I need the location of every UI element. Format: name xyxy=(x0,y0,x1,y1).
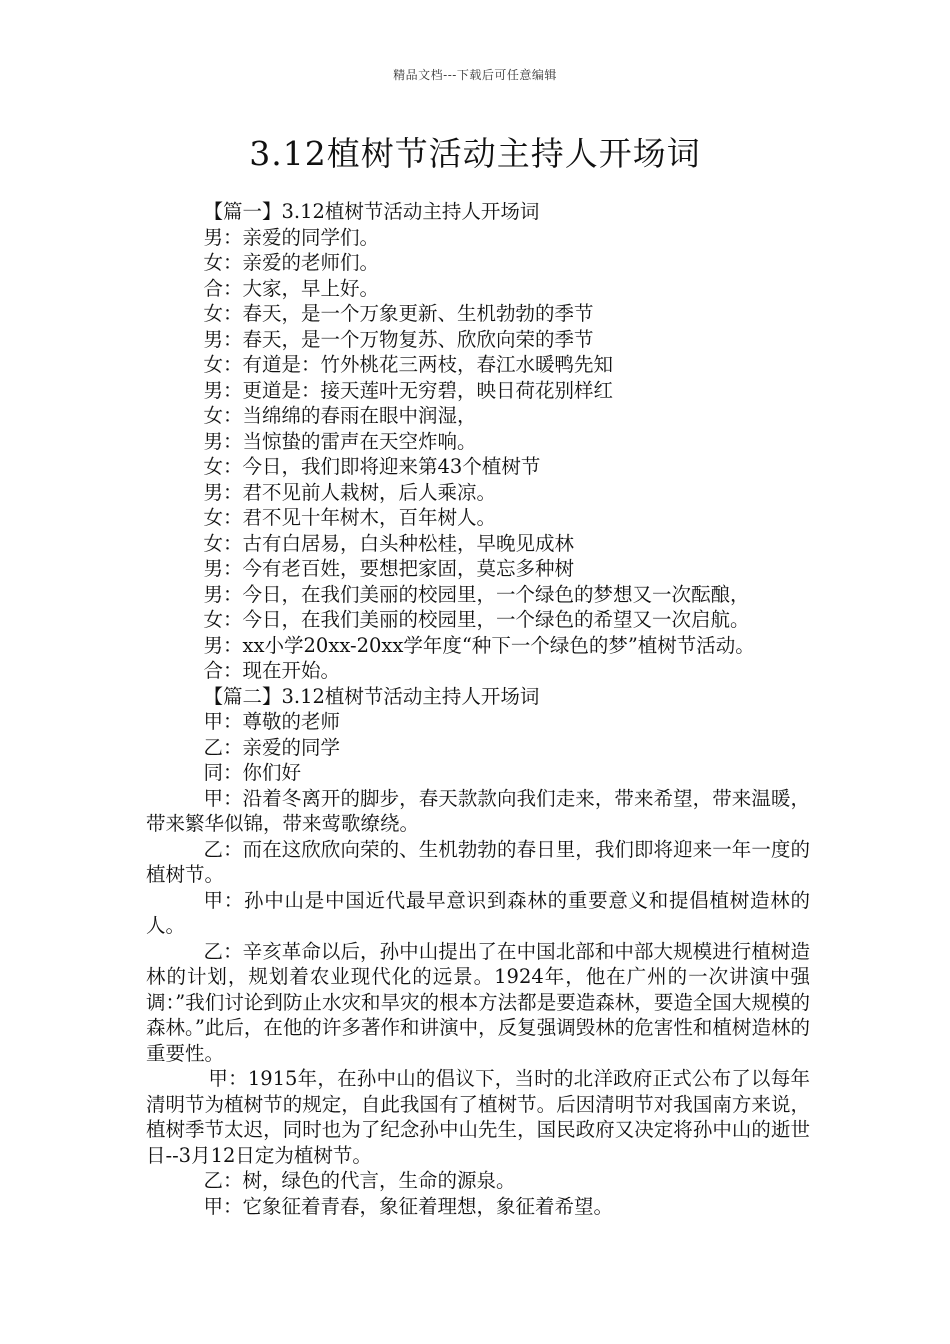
paragraph: 男：更道是：接天莲叶无穷碧，映日荷花别样红 xyxy=(203,378,614,402)
paragraph: 合：现在开始。 xyxy=(203,659,341,682)
paragraph: 女：亲爱的老师们。 xyxy=(203,251,380,274)
paragraph: 女：君不见十年树木，百年树人。 xyxy=(203,506,497,529)
paragraph: 甲：它象征着青春，象征着理想，象征着希望。 xyxy=(203,1194,614,1218)
paragraph: 男：君不见前人栽树，后人乘凉。 xyxy=(203,480,497,504)
paragraph: 合：大家，早上好。 xyxy=(203,276,380,300)
paragraph: 女：今日，在我们美丽的校园里，一个绿色的希望又一次启航。 xyxy=(203,608,750,631)
paragraph: 男：春天，是一个万物复苏、欣欣向荣的季节 xyxy=(203,327,594,351)
paragraph: 女：今日，我们即将迎来第43个植树节 xyxy=(203,455,541,478)
header-note: 精品文档---下载后可任意编辑 xyxy=(393,68,557,82)
paragraph: 男：今日，在我们美丽的校园里，一个绿色的梦想又一次酝酿， xyxy=(203,582,750,606)
paragraph: 乙：辛亥革命以后，孙中山提出了在中国北部和中部大规模进行植树造林的计划，规划着农业现代化的远景。1924年，他在广州的一次讲演中强调：”我们讨论到防止水灾和旱灾的根本方法都是要造森林，要造全国大规模的森林。”此后，在他的许多著作和讲演中，反复强调毁林的危害性和植树造林的重要性。 xyxy=(146,939,810,1065)
document-body xyxy=(146,199,810,1219)
paragraph: 甲：1915年，在孙中山的倡议下，当时的北洋政府正式公布了以每年清明节为植树节的规定，自此我国有了植树节。后因清明节对我国南方来说，植树季节太迟，同时也为了纪念孙中山先生，国民政府又决定将孙中山的逝世日--3月12日定为植树节。 xyxy=(146,1067,810,1167)
paragraph: 乙：树，绿色的代言，生命的源泉。 xyxy=(203,1169,516,1192)
paragraph: 男：亲爱的同学们。 xyxy=(203,225,380,249)
paragraph: 甲：尊敬的老师 xyxy=(203,710,341,733)
paragraph: 男：今有老百姓，要想把家固，莫忘多种树 xyxy=(203,557,575,580)
paragraph: 甲：孙中山是中国近代最早意识到森林的重要意义和提倡植树造林的人。 xyxy=(146,888,810,937)
paragraph: 女：春天，是一个万象更新、生机勃勃的季节 xyxy=(203,302,594,325)
document-title: 3.12植树节活动主持人开场词 xyxy=(249,134,701,173)
paragraph: 女：有道是：竹外桃花三两枝，春江水暖鸭先知 xyxy=(203,353,614,376)
paragraph: 乙：而在这欣欣向荣的、生机勃勃的春日里，我们即将迎来一年一度的植树节。 xyxy=(146,837,810,886)
paragraph: 甲：沿着冬离开的脚步，春天款款向我们走来，带来希望，带来温暖，带来繁华似锦，带来莺歌缭绕。 xyxy=(146,786,810,835)
section-heading: 【篇二】3.12植树节活动主持人开场词 xyxy=(203,684,540,708)
paragraph: 男：当惊蛰的雷声在天空炸响。 xyxy=(203,429,477,453)
paragraph: 男：xx小学20xx-20xx学年度“种下一个绿色的梦”植树节活动。 xyxy=(203,633,755,657)
paragraph: 乙：亲爱的同学 xyxy=(203,735,341,759)
paragraph: 女：古有白居易，白头种松桂，早晚见成林 xyxy=(203,531,575,555)
paragraph: 同：你们好 xyxy=(203,761,302,784)
paragraph: 女：当绵绵的春雨在眼中润湿， xyxy=(203,404,477,427)
section-heading: 【篇一】3.12植树节活动主持人开场词 xyxy=(203,200,540,223)
